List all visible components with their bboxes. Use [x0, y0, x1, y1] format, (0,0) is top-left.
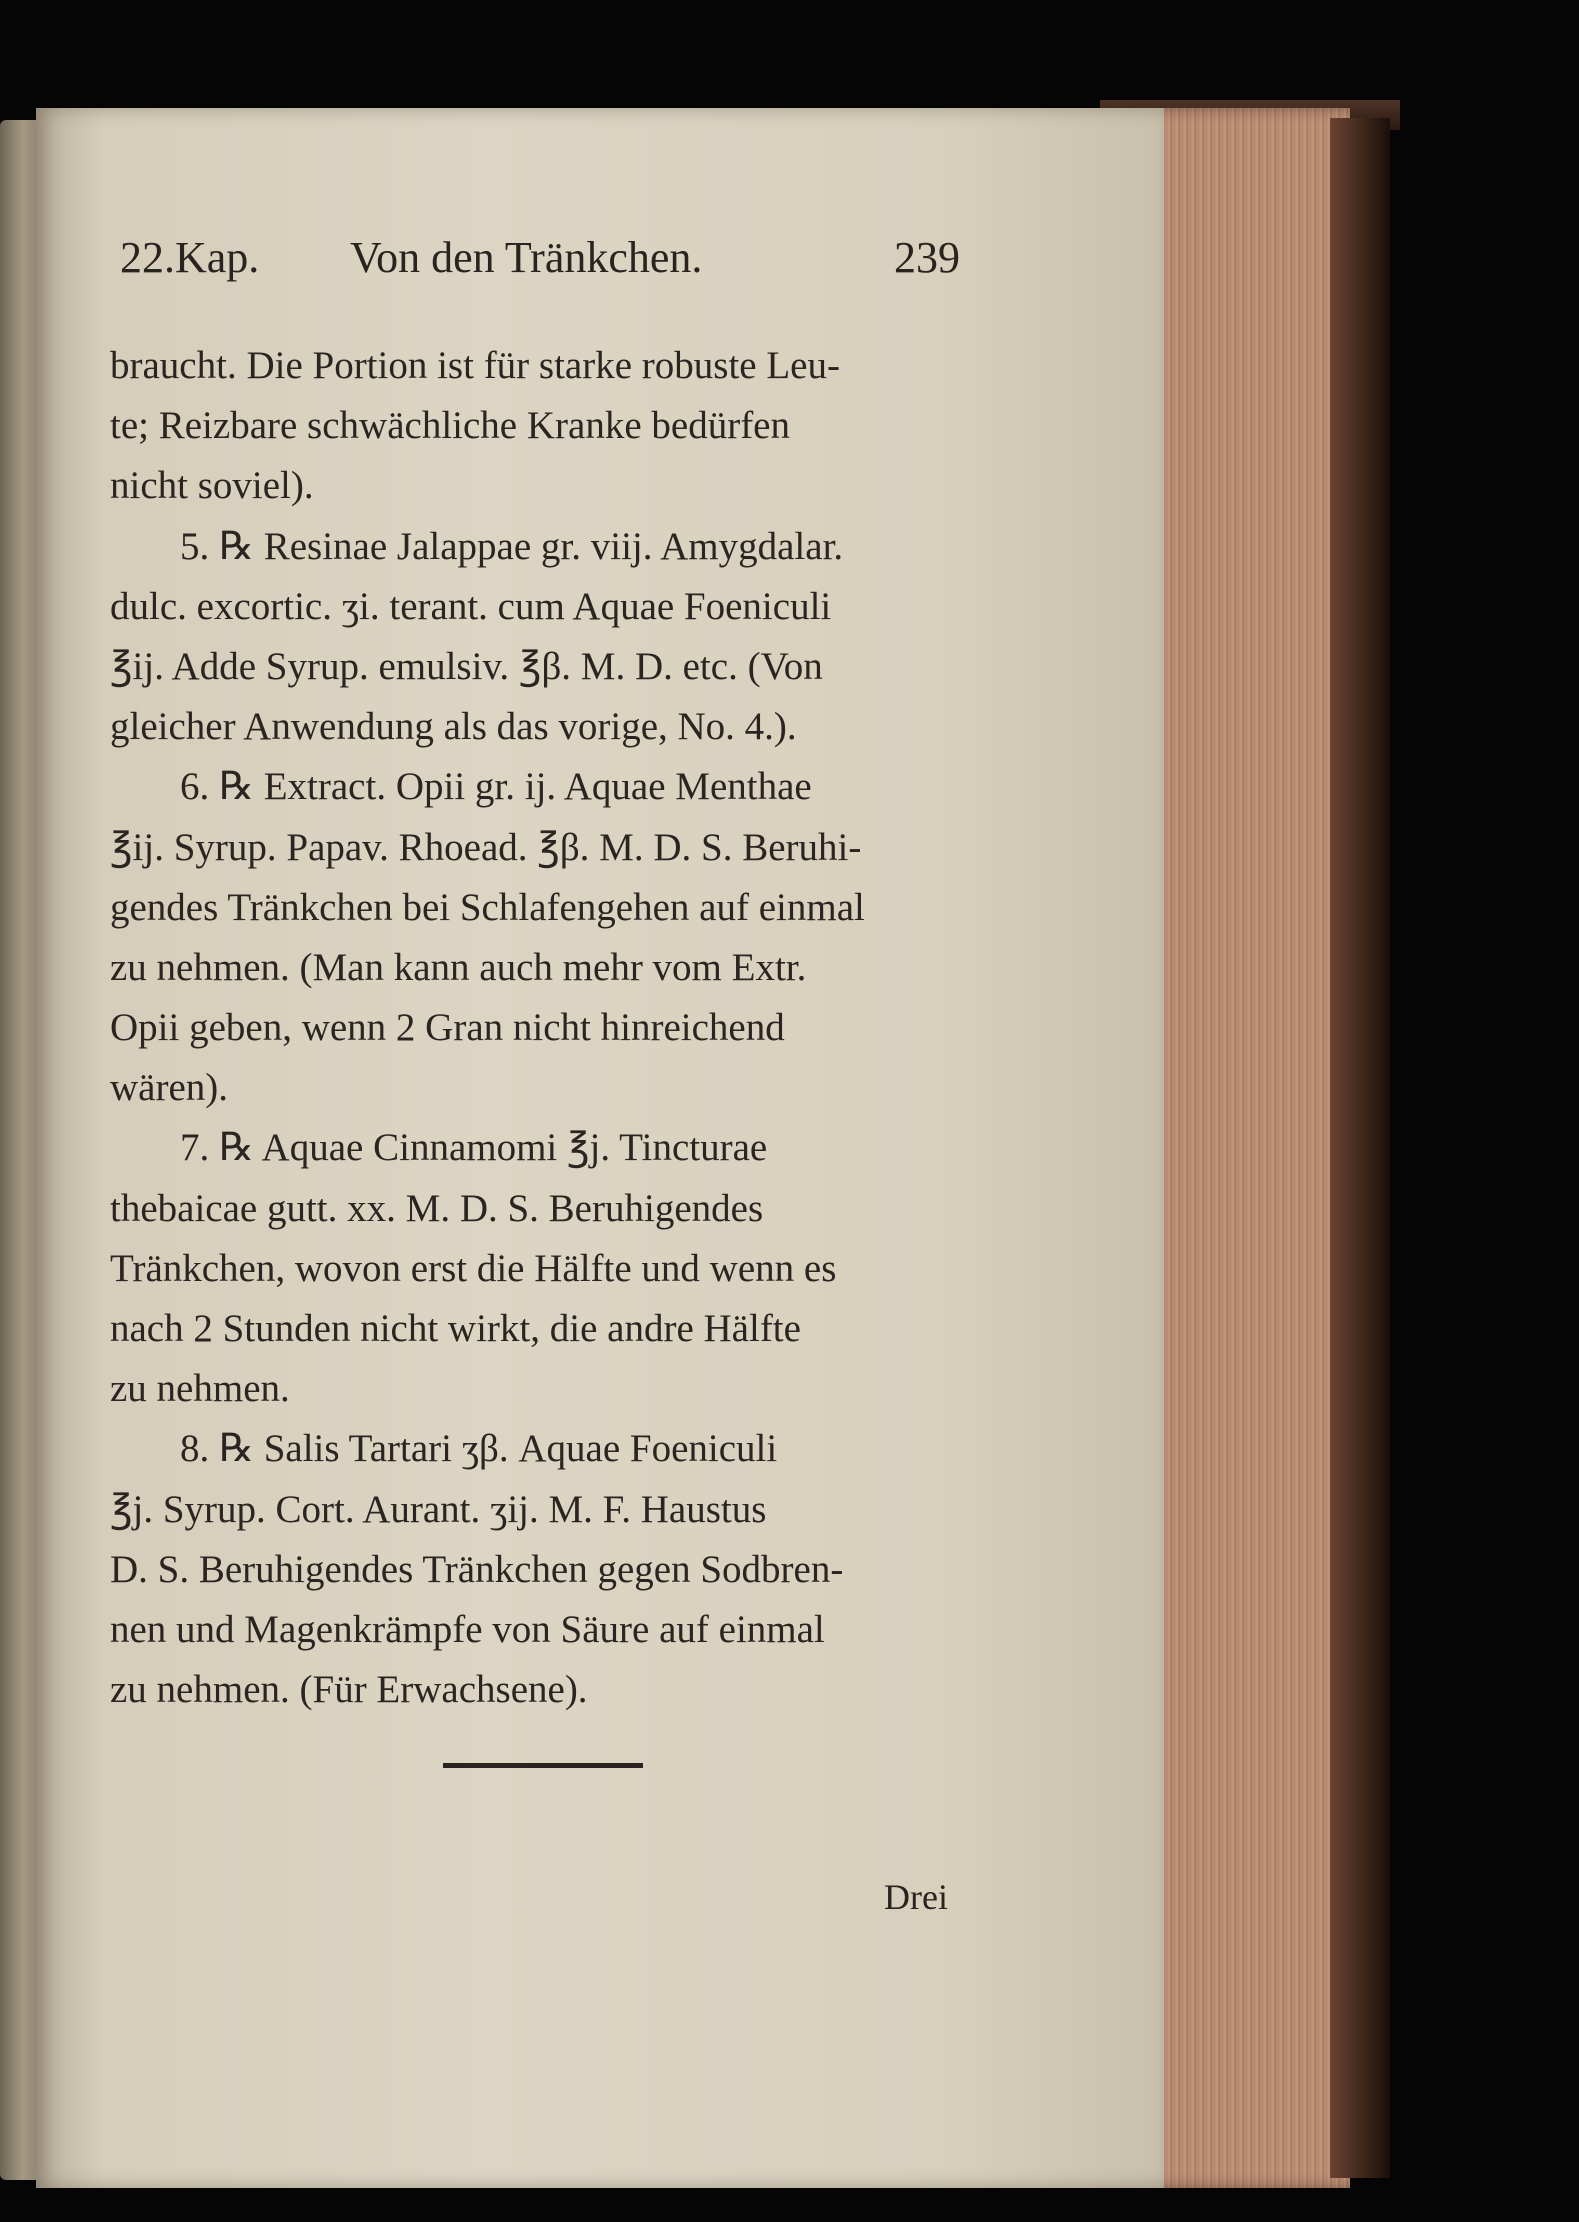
text-line: 7. ℞ Aquae Cinnamomi ℥j. Tincturae [180, 1126, 768, 1170]
text-line: 5. ℞ Resinae Jalappae gr. viij. Amygdalar. [180, 524, 844, 568]
text-line: thebaicae gutt. xx. M. D. S. Beruhigendes [110, 1186, 764, 1230]
text-line: nicht soviel). [110, 464, 314, 508]
text-line: zu nehmen. (Man kann auch mehr vom Extr. [110, 945, 807, 989]
text-line: nen und Magenkrämpfe von Säure auf einmal [110, 1607, 825, 1651]
text-line: dulc. excortic. ʒi. terant. cum Aquae Foeniculi [110, 584, 832, 628]
running-title: Von den Tränkchen. [350, 233, 703, 282]
running-header [120, 232, 960, 302]
text-line: zu nehmen. [110, 1367, 290, 1411]
left-page-edge [0, 120, 38, 2180]
text-line: D. S. Beruhigendes Tränkchen gegen Sodbren- [110, 1547, 844, 1591]
page-number: 239 [894, 233, 960, 282]
text-line: 6. ℞ Extract. Opii gr. ij. Aquae Menthae [180, 765, 812, 809]
body-text [110, 336, 955, 1720]
text-line: Opii geben, wenn 2 Gran nicht hinreichend [110, 1006, 785, 1050]
text-line: braucht. Die Portion ist für starke robuste Leu- [110, 344, 840, 387]
text-line: wären). [110, 1066, 229, 1110]
text-line: gleicher Anwendung als das vorige, No. 4.). [110, 705, 797, 749]
section-rule [443, 1763, 643, 1768]
text-line: gendes Tränkchen bei Schlafengehen auf einmal [110, 885, 865, 929]
text-line: ℥ij. Adde Syrup. emulsiv. ℥β. M. D. etc. (Von [110, 644, 823, 688]
catchword: Drei [884, 1877, 948, 1917]
text-line: ℥ij. Syrup. Papav. Rhoead. ℥β. M. D. S. Beruhi- [110, 825, 862, 869]
chapter-label: 22.Kap. [120, 233, 260, 282]
text-line: ℥j. Syrup. Cort. Aurant. ʒij. M. F. Haustus [110, 1487, 767, 1531]
text-line: Tränkchen, wovon erst die Hälfte und wenn es [110, 1246, 837, 1290]
text-line: 8. ℞ Salis Tartari ʒβ. Aquae Foeniculi [180, 1427, 778, 1471]
book-binding-edge [1330, 118, 1390, 2178]
text-line: zu nehmen. (Für Erwachsene). [110, 1668, 588, 1712]
text-line: te; Reizbare schwächliche Kranke bedürfen [110, 404, 790, 448]
text-line: nach 2 Stunden nicht wirkt, die andre Hälfte [110, 1307, 801, 1350]
